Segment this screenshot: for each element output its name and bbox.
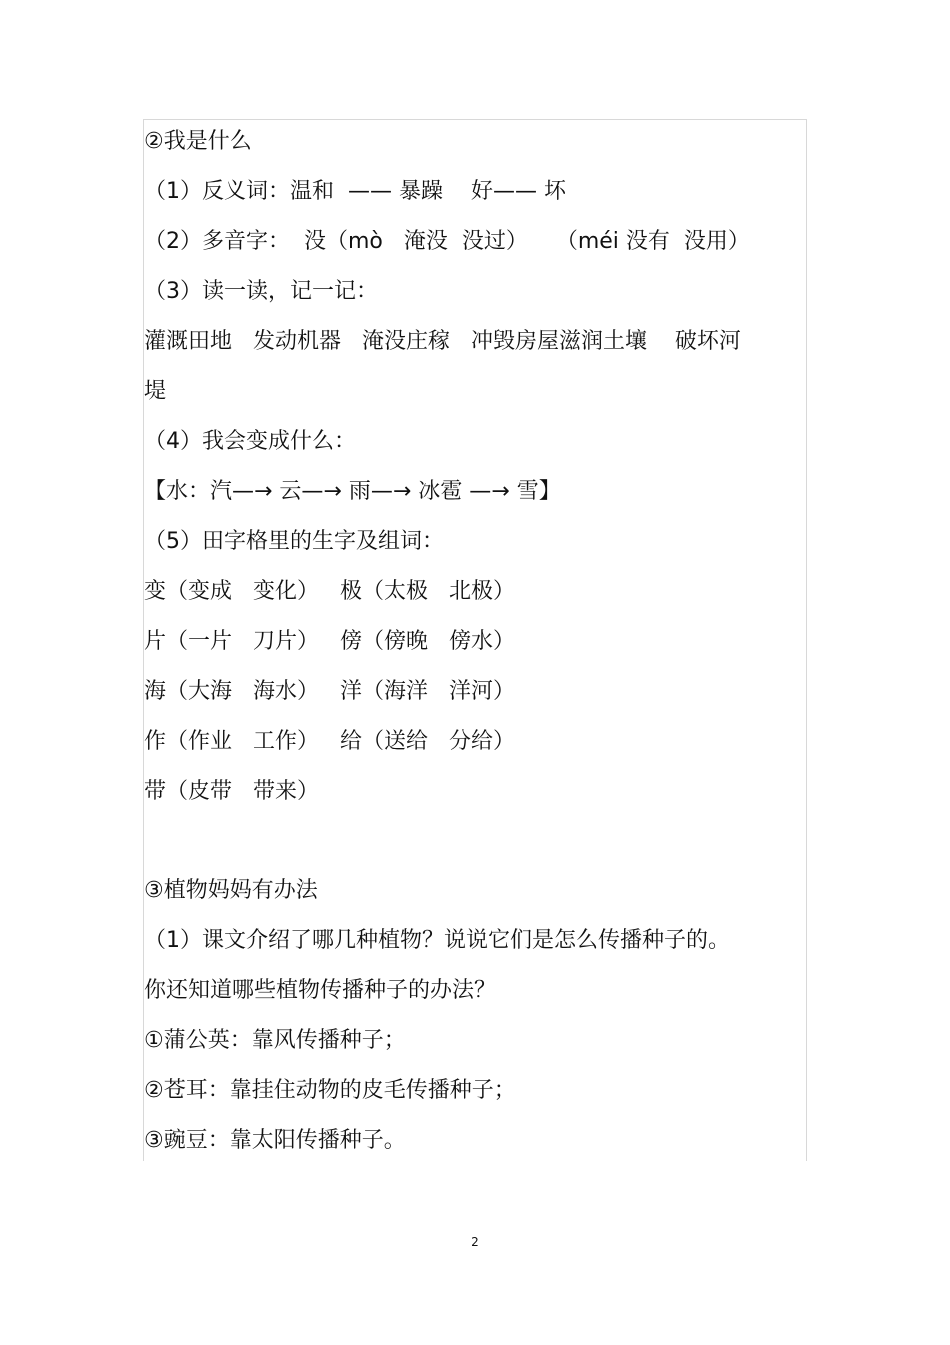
vocabulary-row: 带（皮带 带来）: [144, 779, 319, 804]
page-number: 2: [471, 1235, 479, 1249]
polyphones-line: （2）多音字： 没（mò 淹没 没过） （méi 没有 没用）: [144, 229, 750, 254]
question-line-1: （1）课文介绍了哪几种植物？说说它们是怎么传播种子的。: [144, 928, 730, 953]
read-remember-title: （3）读一读，记一记：: [144, 279, 378, 304]
water-change-title: （4）我会变成什么：: [144, 429, 356, 454]
vocabulary-row: 片（一片 刀片） 傍（傍晚 傍水）: [144, 629, 515, 654]
section-title-wo-shi-shenme: ②我是什么: [144, 129, 252, 154]
answer-item: ①蒲公英：靠风传播种子；: [144, 1028, 406, 1053]
answer-item: ③豌豆：靠太阳传播种子。: [144, 1128, 406, 1153]
answer-item: ②苍耳：靠挂住动物的皮毛传播种子；: [144, 1078, 516, 1103]
antonyms-line: （1）反义词：温和 —— 暴躁 好—— 坏: [144, 179, 566, 204]
section-title-plant-mother: ③植物妈妈有办法: [144, 878, 318, 903]
vocabulary-row: 变（变成 变化） 极（太极 北极）: [144, 579, 515, 604]
read-remember-words-line-1: 灌溉田地 发动机器 淹没庄稼 冲毁房屋滋润土壤 破坏河: [144, 329, 741, 354]
vocabulary-title: （5）田字格里的生字及组词：: [144, 529, 444, 554]
water-change-chain: 【水：汽—→ 云—→ 雨—→ 冰雹 —→ 雪】: [144, 479, 561, 504]
vocabulary-row: 作（作业 工作） 给（送给 分给）: [144, 729, 515, 754]
vocabulary-row: 海（大海 海水） 洋（海洋 洋河）: [144, 679, 515, 704]
question-line-2: 你还知道哪些植物传播种子的办法？: [144, 978, 497, 1003]
read-remember-words-line-2: 堤: [144, 379, 167, 404]
